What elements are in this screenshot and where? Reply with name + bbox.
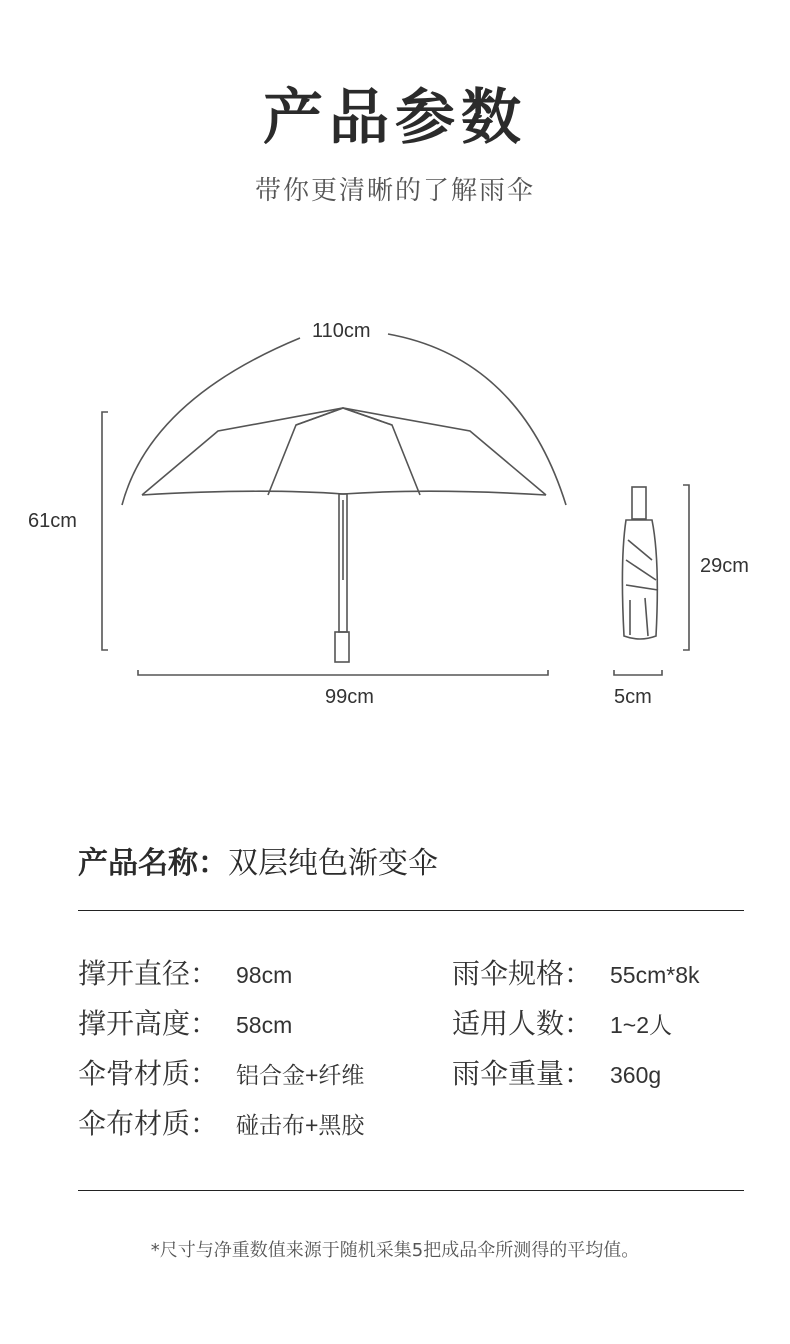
spec-value: 360g: [610, 1062, 662, 1088]
height-bracket: [102, 412, 108, 650]
width-label: 99cm: [325, 686, 374, 708]
spec-label: 适用人数：: [452, 1007, 593, 1040]
spec-label: 雨伞重量：: [452, 1057, 593, 1090]
spec-capacity: [452, 1002, 672, 1042]
spec-label: 伞布材质：: [78, 1107, 219, 1140]
spec-label: 雨伞规格：: [452, 957, 593, 990]
spec-value: 58cm: [236, 1012, 293, 1038]
spec-value: 铝合金+纤维: [236, 1062, 365, 1088]
page-title: 产品参数: [263, 83, 527, 153]
product-name-label: 产品名称：: [78, 846, 228, 881]
divider-top: [78, 910, 744, 911]
umbrella-handle: [335, 632, 349, 662]
page-subtitle: 带你更清晰的了解雨伞: [254, 176, 535, 206]
folded-umbrella-body: [622, 520, 657, 639]
arc-label: 110cm: [312, 320, 371, 342]
folded-width-label: 5cm: [614, 686, 652, 708]
folded-umbrella-handle: [632, 487, 646, 519]
spec-value: 1~2人: [610, 1012, 673, 1038]
height-label: 61cm: [28, 510, 77, 532]
spec-value: 碰击布+黑胶: [236, 1112, 365, 1138]
spec-label: 撑开高度：: [78, 1007, 219, 1040]
spec-value: 55cm*8k: [610, 962, 700, 988]
folded-width-bracket: [614, 670, 662, 675]
spec-diameter: [78, 952, 292, 992]
spec-value: 98cm: [236, 962, 293, 988]
spec-size: [452, 952, 699, 992]
spec-label: 伞骨材质：: [78, 1057, 219, 1090]
folded-height-label: 29cm: [700, 555, 749, 577]
folded-height-bracket: [683, 485, 689, 650]
spec-label: 撑开直径：: [78, 957, 219, 990]
spec-rib-material: [78, 1052, 364, 1092]
spec-height: [78, 1002, 292, 1042]
product-name-row: [78, 838, 438, 882]
umbrella-canopy: [142, 408, 546, 495]
width-bracket: [138, 670, 548, 675]
spec-fabric: [78, 1102, 364, 1142]
spec-weight: [452, 1052, 661, 1092]
divider-bottom: [78, 1190, 744, 1191]
product-name-value: 双层纯色渐变伞: [228, 846, 438, 881]
footnote: *尺寸与净重数值来源于随机采集5把成品伞所测得的平均值。: [150, 1240, 640, 1261]
umbrella-dimension-diagram: [0, 280, 790, 720]
